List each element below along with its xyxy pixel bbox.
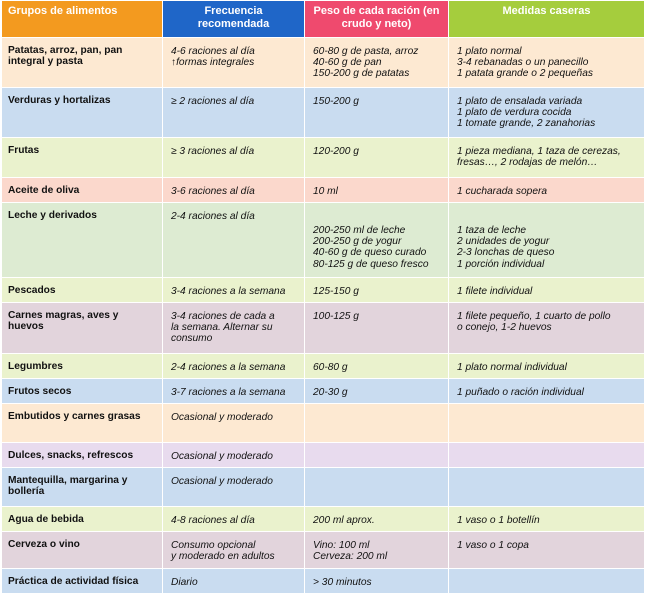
row-weight — [305, 138, 448, 177]
cell-line: 4-6 raciones al día — [171, 46, 255, 57]
cell-line: Diario — [171, 577, 198, 588]
row-weight — [305, 88, 448, 137]
row-weight — [305, 443, 448, 467]
table-row — [2, 38, 644, 87]
row-household-measure — [449, 88, 644, 137]
cell-line: Cerveza: 200 ml — [313, 551, 388, 563]
row-frequency — [163, 379, 304, 403]
row-frequency — [163, 507, 304, 531]
row-frequency — [163, 88, 304, 137]
cell-line: Ocasional y moderado — [171, 451, 273, 462]
cell-line: 60-80 g de pasta, arroz — [313, 46, 419, 57]
cell-line: Ocasional y moderado — [171, 412, 273, 423]
cell-line: y moderado en adultos — [171, 551, 275, 563]
row-name: Aceite de oliva — [2, 178, 162, 202]
cell-line: 2-4 raciones al día — [171, 211, 255, 222]
cell-line: 1 vaso o 1 botellín — [457, 515, 540, 526]
cell-line: 1 plato normal — [457, 46, 522, 57]
cell-line: Consumo opcional — [171, 540, 256, 551]
table-row — [2, 203, 644, 277]
cell-line: 80-125 g de queso fresco — [313, 258, 429, 270]
cell-line: ↑formas integrales — [171, 57, 255, 69]
row-frequency — [163, 354, 304, 378]
cell-line: 3-7 raciones a la semana — [171, 387, 286, 398]
cell-line: 3-4 rebanadas o un panecillo — [457, 57, 589, 69]
cell-line: 1 pieza mediana, 1 taza de cerezas, — [457, 146, 621, 157]
cell-line: 120-200 g — [313, 146, 359, 157]
table-row — [2, 379, 644, 403]
table-row — [2, 138, 644, 177]
food-recommendation-table — [1, 0, 645, 594]
row-name: Dulces, snacks, refrescos — [2, 443, 162, 467]
cell-line: Vino: 100 ml — [313, 540, 370, 551]
header-grupos: Grupos de alimentos — [2, 1, 162, 37]
row-weight — [305, 203, 448, 277]
row-frequency — [163, 443, 304, 467]
cell-line: 1 cucharada sopera — [457, 186, 548, 197]
table-row — [2, 532, 644, 568]
cell-line: 1 plato de ensalada variada — [457, 96, 583, 107]
row-household-measure — [449, 354, 644, 378]
row-name: Cerveza o vino — [2, 532, 162, 568]
cell-line: 150-200 g — [313, 96, 359, 107]
row-frequency — [163, 569, 304, 593]
row-weight — [305, 354, 448, 378]
cell-line: 1 puñado o ración individual — [457, 387, 584, 398]
table-row — [2, 468, 644, 506]
row-frequency — [163, 38, 304, 87]
cell-line: 2 unidades de yogur — [457, 236, 550, 248]
row-frequency — [163, 138, 304, 177]
cell-line: 1 patata grande o 2 pequeñas — [457, 68, 593, 80]
cell-line: 1 porción individual — [457, 258, 545, 270]
row-weight — [305, 379, 448, 403]
row-household-measure — [449, 178, 644, 202]
cell-line: 150-200 g de patatas — [313, 68, 410, 80]
cell-line: o conejo, 1-2 huevos — [457, 322, 552, 334]
cell-line: 1 vaso o 1 copa — [457, 540, 529, 551]
cell-line: 10 ml — [313, 186, 338, 197]
cell-line: > 30 minutos — [313, 577, 372, 588]
cell-line: consumo — [171, 333, 213, 345]
cell-line: 40-60 g de pan — [313, 57, 382, 69]
cell-line: 3-4 raciones de cada a — [171, 311, 275, 322]
table-row — [2, 507, 644, 531]
cell-line: 3-4 raciones a la semana — [171, 286, 286, 297]
row-household-measure — [449, 278, 644, 302]
cell-line: 1 tomate grande, 2 zanahorias — [457, 118, 596, 130]
row-weight — [305, 278, 448, 302]
row-weight — [305, 38, 448, 87]
cell-line: ≥ 2 raciones al día — [171, 96, 255, 107]
row-weight — [305, 532, 448, 568]
cell-line: Ocasional y moderado — [171, 476, 273, 487]
row-name: Embutidos y carnes grasas — [2, 404, 162, 442]
row-weight — [305, 569, 448, 593]
row-name: Verduras y hortalizas — [2, 88, 162, 137]
row-frequency — [163, 278, 304, 302]
row-household-measure — [449, 138, 644, 177]
cell-line: 2-3 lonchas de queso — [457, 247, 555, 259]
cell-line: 1 filete individual — [457, 286, 533, 297]
row-frequency — [163, 468, 304, 506]
row-frequency — [163, 303, 304, 353]
table-row — [2, 278, 644, 302]
table-header-row — [2, 1, 644, 37]
row-household-measure — [449, 203, 644, 277]
row-household-measure — [449, 379, 644, 403]
cell-line: 200-250 ml de leche — [313, 225, 406, 236]
header-peso: Peso de cada ración (en crudo y neto) — [305, 1, 448, 37]
cell-line: fresas…, 2 rodajas de melón… — [457, 157, 598, 169]
header-frecuencia: Frecuencia recomendada — [163, 1, 304, 37]
table-row — [2, 569, 644, 593]
row-name: Carnes magras, aves y huevos — [2, 303, 162, 353]
row-weight — [305, 178, 448, 202]
row-household-measure — [449, 404, 644, 442]
cell-line: 200 ml aprox. — [313, 515, 375, 526]
row-weight — [305, 303, 448, 353]
table-row — [2, 303, 644, 353]
cell-line: 2-4 raciones a la semana — [171, 362, 286, 373]
row-weight — [305, 404, 448, 442]
table-row — [2, 88, 644, 137]
cell-line: 40-60 g de queso curado — [313, 247, 427, 259]
row-name: Frutos secos — [2, 379, 162, 403]
cell-line: 4-8 raciones al día — [171, 515, 255, 526]
table-row — [2, 178, 644, 202]
row-name: Práctica de actividad física — [2, 569, 162, 593]
row-frequency — [163, 203, 304, 277]
row-name: Agua de bebida — [2, 507, 162, 531]
cell-line: 60-80 g — [313, 362, 348, 373]
row-frequency — [163, 532, 304, 568]
row-name: Patatas, arroz, pan, pan integral y pasta — [2, 38, 162, 87]
table-row — [2, 404, 644, 442]
row-household-measure — [449, 532, 644, 568]
row-frequency — [163, 404, 304, 442]
row-weight — [305, 507, 448, 531]
cell-line: 125-150 g — [313, 286, 359, 297]
row-household-measure — [449, 443, 644, 467]
row-name: Mantequilla, margarina y bollería — [2, 468, 162, 506]
table-row — [2, 354, 644, 378]
cell-line: ≥ 3 raciones al día — [171, 146, 255, 157]
cell-line: 1 plato de verdura cocida — [457, 107, 572, 119]
row-weight — [305, 468, 448, 506]
header-medidas: Medidas caseras — [449, 1, 644, 37]
table-row — [2, 443, 644, 467]
row-name: Legumbres — [2, 354, 162, 378]
cell-line: 1 plato normal individual — [457, 362, 567, 373]
cell-line: 100-125 g — [313, 311, 359, 322]
cell-line: 1 filete pequeño, 1 cuarto de pollo — [457, 311, 611, 322]
cell-line: la semana. Alternar su — [171, 322, 273, 334]
cell-line: 200-250 g de yogur — [313, 236, 402, 248]
row-household-measure — [449, 507, 644, 531]
cell-line: 3-6 raciones al día — [171, 186, 255, 197]
cell-line: 20-30 g — [313, 387, 348, 398]
row-household-measure — [449, 569, 644, 593]
row-frequency — [163, 178, 304, 202]
row-household-measure — [449, 468, 644, 506]
row-household-measure — [449, 303, 644, 353]
row-name: Pescados — [2, 278, 162, 302]
row-name: Leche y derivados — [2, 203, 162, 277]
row-name: Frutas — [2, 138, 162, 177]
cell-line: 1 taza de leche — [457, 225, 527, 236]
row-household-measure — [449, 38, 644, 87]
